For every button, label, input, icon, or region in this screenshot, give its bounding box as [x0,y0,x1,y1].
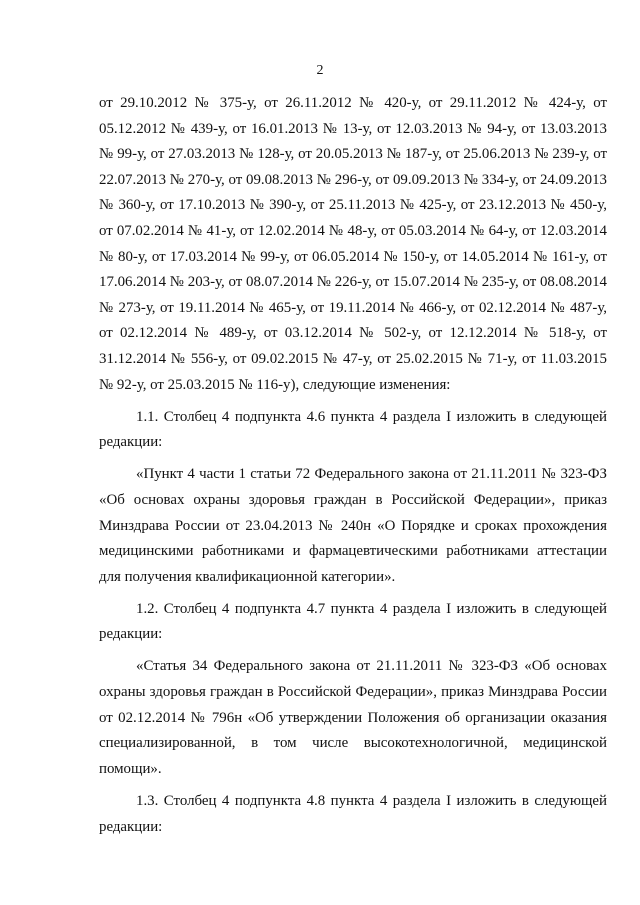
amendment-list-paragraph: от 29.10.2012 № 375-у, от 26.11.2012 № 420-у, от 29.11.2012 № 424-у, от 05.12.2012 № 439-у, от 16.01.2013 № 13-у, от 12.03.2013 № 94-у, от 13.03.2013 № 99-у, от 27.03.2013 № 128-у, от 20.05.2013 № 187-у, от 25.06.2013 № 239-у, от 22.07.2013 № 270-у, от 09.08.2013 № 296-у, от 09.09.2013 № 334-у, от 24.09.2013 № 360-у, от 17.10.2013 № 390-у, от 25.11.2013 № 425-у, от 23.12.2013 № 450-у, от 07.02.2014 № 41-у, от 12.02.2014 № 48-у, от 05.03.2014 № 64-у, от 12.03.2014 № 80-у, от 17.03.2014 № 99-у, от 06.05.2014 № 150-у, от 14.05.2014 № 161-у, от 17.06.2014 № 203-у, от 08.07.2014 № 226-у, от 15.07.2014 № 235-у, от 08.08.2014 № 273-у, от 19.11.2014 № 465-у, от 19.11.2014 № 466-у, от 02.12.2014 № 487-у, от 02.12.2014 № 489-у, от 03.12.2014 № 502-у, от 12.12.2014 № 518-у, от 31.12.2014 № 556-у, от 09.02.2015 № 47-у, от 25.02.2015 № 71-у, от 11.03.2015 № 92-у, от 25.03.2015 № 116-у), следующие изменения: [99,95,607,393]
item-1-1-heading: 1.1. Столбец 4 подпункта 4.6 пункта 4 раздела I изложить в следующей редакции: [99,408,607,451]
page-number: 2 [316,63,324,78]
item-1-2-heading: 1.2. Столбец 4 подпункта 4.7 пункта 4 раздела I изложить в следующей редакции: [99,600,607,643]
document-body [99,91,607,840]
item-1-3-heading: 1.3. Столбец 4 подпункта 4.8 пункта 4 раздела I изложить в следующей редакции: [99,792,607,835]
item-1-1-quote: «Пункт 4 части 1 статьи 72 Федерального закона от 21.11.2011 № 323-ФЗ «Об основах охраны здоровья граждан в Российской Федерации», приказ Минздрава России от 23.04.2013 № 240н «О Порядке и сроках прохождения медицинскими работниками и фармацевтическими работниками аттестации для получения квалификационной категории». [99,466,607,585]
item-1-2-quote: «Статья 34 Федерального закона от 21.11.2011 № 323-ФЗ «Об основах охраны здоровья граждан в Российской Федерации», приказ Минздрава России от 02.12.2014 № 796н «Об утверждении Положения об организации оказания специализированной, в том числе высокотехнологичной, медицинской помощи». [99,658,607,777]
